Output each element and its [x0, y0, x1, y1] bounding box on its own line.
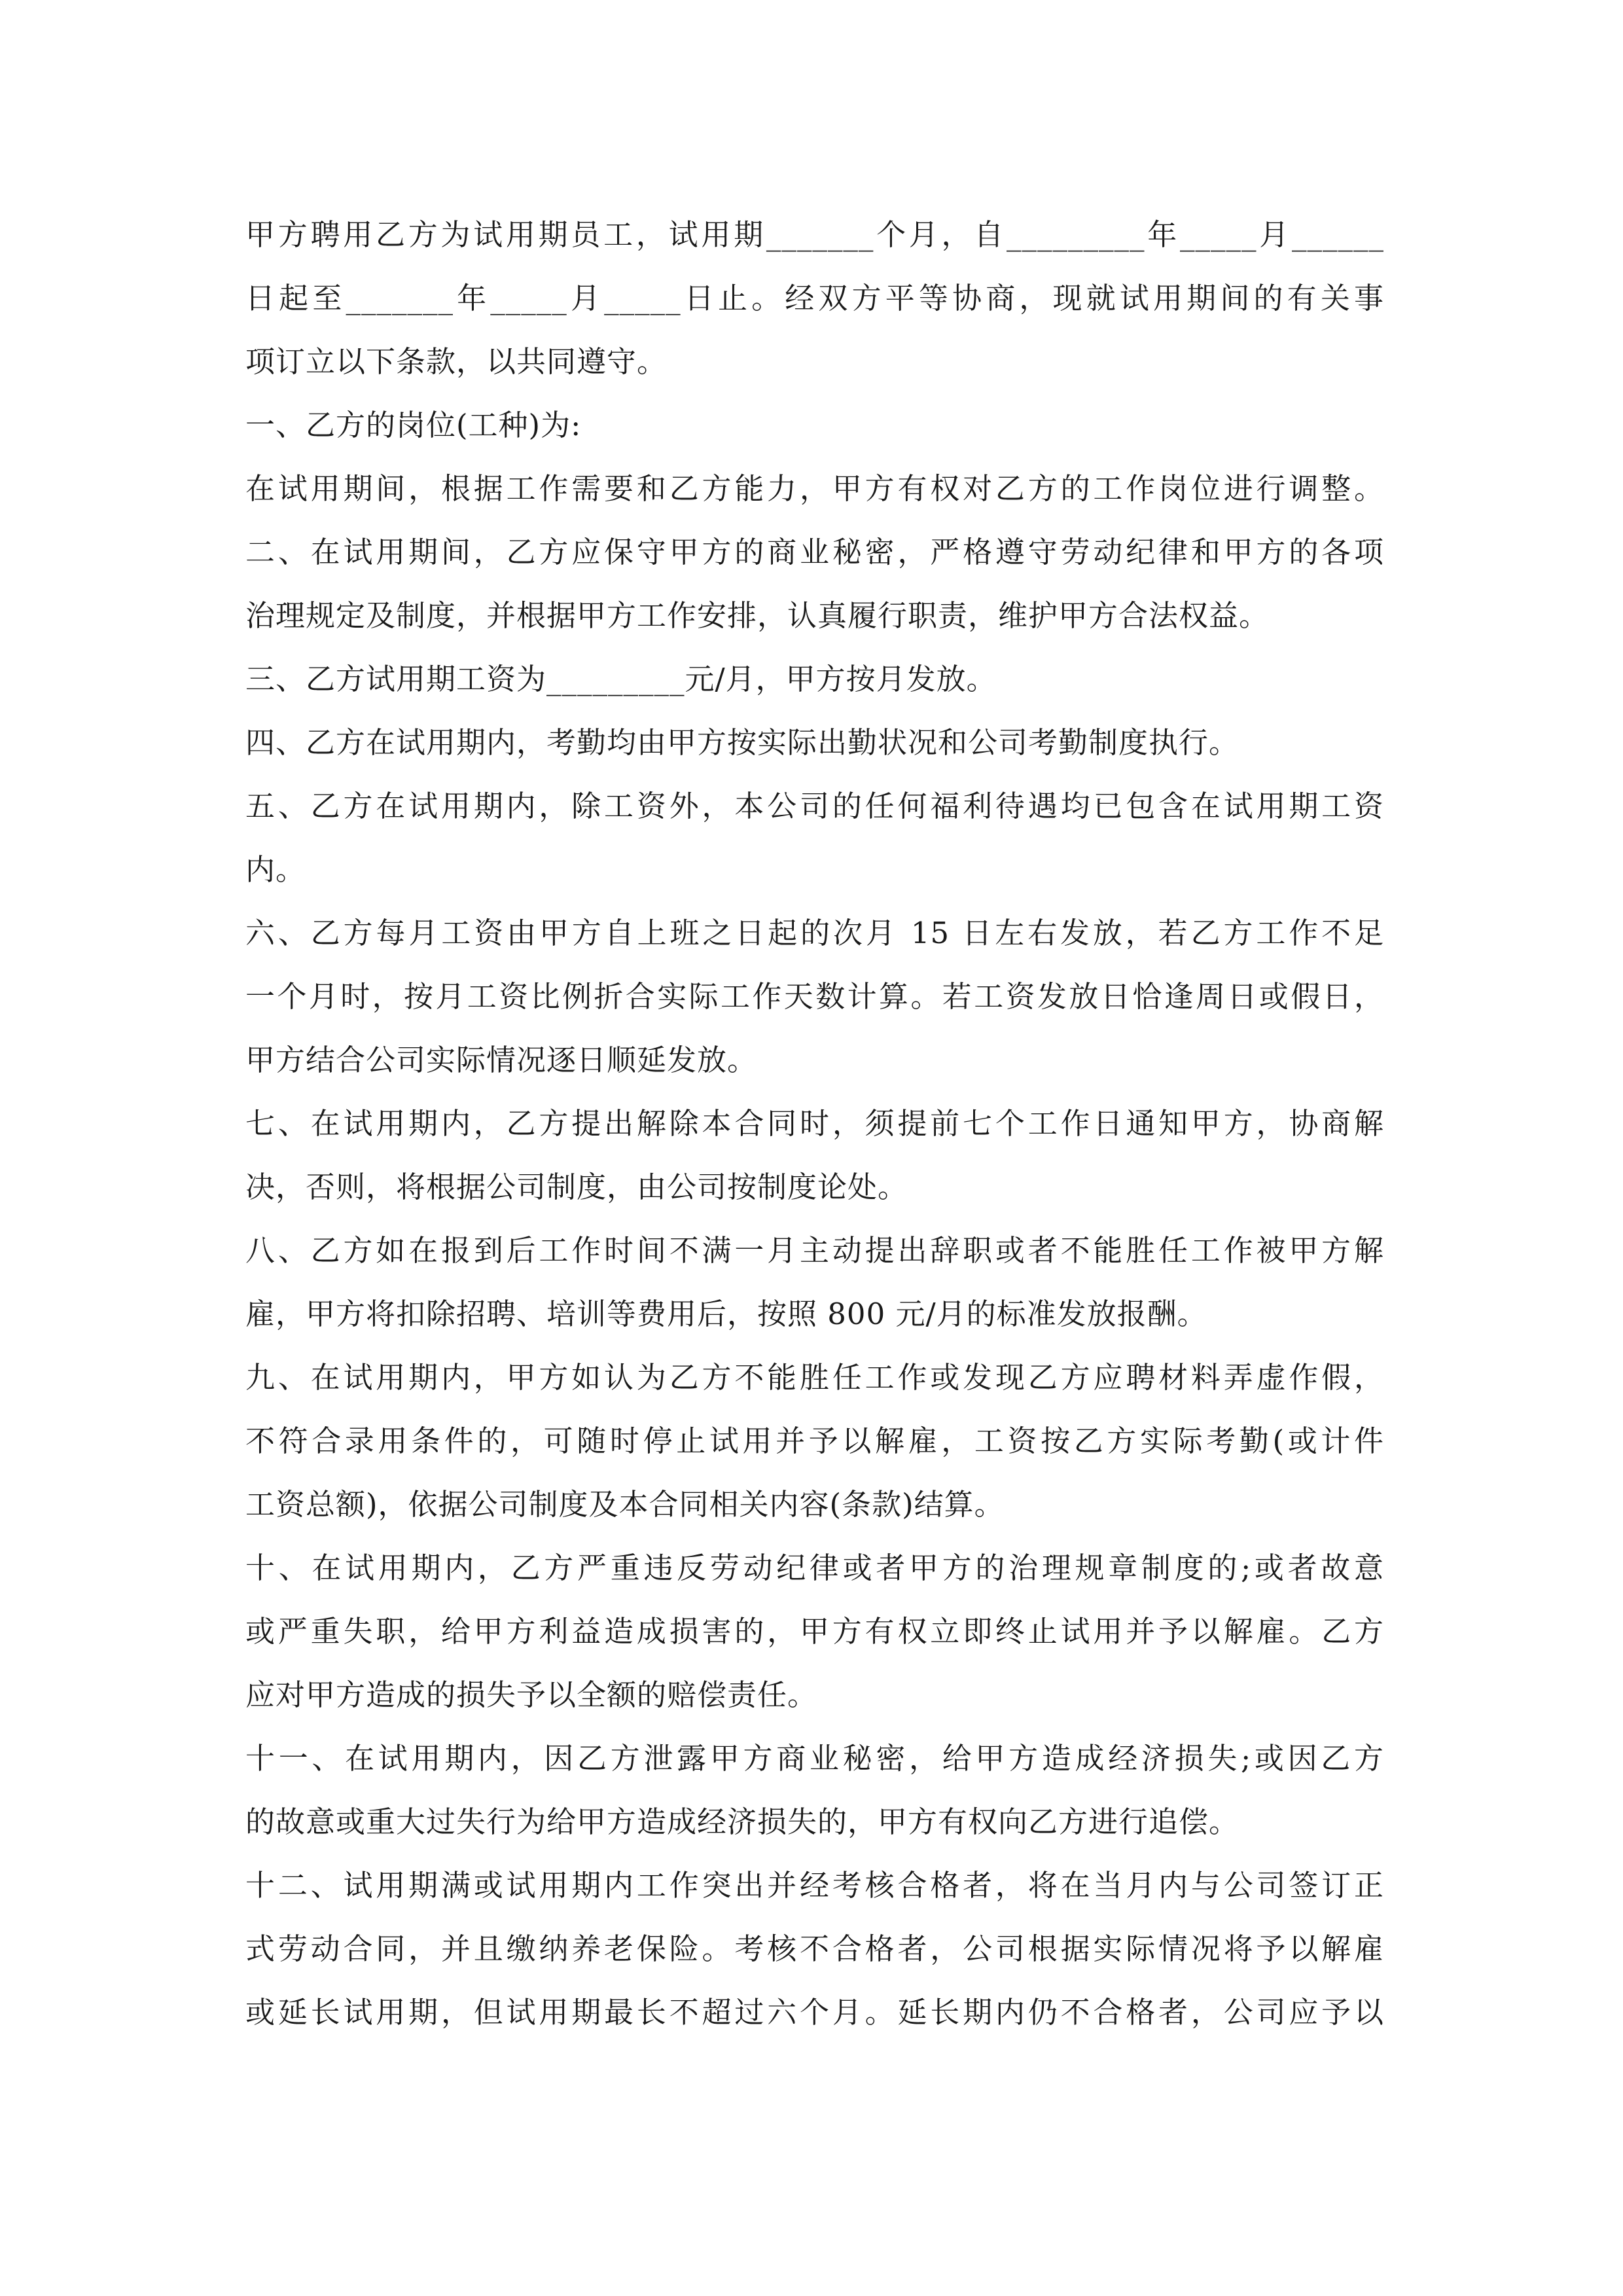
text-line: 治理规定及制度，并根据甲方工作安排，认真履行职责，维护甲方合法权益。 [245, 598, 1270, 633]
text-line: 项订立以下条款，以共同遵守。 [245, 344, 668, 379]
text-line: 决，否则，将根据公司制度，由公司按制度论处。 [245, 1170, 908, 1204]
text-line: 或延长试用期，但试用期最长不超过六个月。延长期内仍不合格者，公司应予以 [245, 1995, 1384, 2030]
text-line: 十、在试用期内，乙方严重违反劳动纪律或者甲方的治理规章制度的;或者故意 [245, 1551, 1384, 1585]
text-line: 在试用期间，根据工作需要和乙方能力，甲方有权对乙方的工作岗位进行调整。 [245, 471, 1384, 506]
text-line: 五、乙方在试用期内，除工资外，本公司的任何福利待遇均已包含在试用期工资 [245, 789, 1384, 823]
text-line: 不符合录用条件的，可随时停止试用并予以解雇，工资按乙方实际考勤(或计件 [245, 1424, 1384, 1458]
text-line: 应对甲方造成的损失予以全额的赔偿责任。 [245, 1677, 818, 1712]
text-line: 或严重失职，给甲方利益造成损害的，甲方有权立即终止试用并予以解雇。乙方 [245, 1614, 1384, 1649]
text-line: 日起至_______年_____月_____日止。经双方平等协商，现就试用期间的有关事 [245, 281, 1384, 315]
text-line: 七、在试用期内，乙方提出解除本合同时，须提前七个工作日通知甲方，协商解 [245, 1106, 1384, 1141]
text-line: 四、乙方在试用期内，考勤均由甲方按实际出勤状况和公司考勤制度执行。 [245, 725, 1240, 760]
text-line: 十一、在试用期内，因乙方泄露甲方商业秘密，给甲方造成经济损失;或因乙方 [245, 1741, 1384, 1776]
text-line: 六、乙方每月工资由甲方自上班之日起的次月 15 日左右发放，若乙方工作不足 [245, 916, 1384, 950]
clause-heading: 一、乙方的岗位(工种)为: [245, 408, 582, 442]
text-line: 九、在试用期内，甲方如认为乙方不能胜任工作或发现乙方应聘材料弄虚作假， [245, 1360, 1384, 1395]
text-line: 十二、试用期满或试用期内工作突出并经考核合格者，将在当月内与公司签订正 [245, 1868, 1384, 1903]
text-line: 内。 [245, 852, 306, 887]
text-line: 一个月时，按月工资比例折合实际工作天数计算。若工资发放日恰逢周日或假日， [245, 979, 1384, 1014]
text-line: 式劳动合同，并且缴纳养老保险。考核不合格者，公司根据实际情况将予以解雇 [245, 1931, 1384, 1966]
text-line: 的故意或重大过失行为给甲方造成经济损失的，甲方有权向乙方进行追偿。 [245, 1804, 1240, 1839]
text-line: 甲方聘用乙方为试用期员工，试用期_______个月，自_________年_____月______ [245, 217, 1384, 252]
text-line: 甲方结合公司实际情况逐日顺延发放。 [245, 1043, 758, 1077]
text-line: 二、在试用期间，乙方应保守甲方的商业秘密，严格遵守劳动纪律和甲方的各项 [245, 535, 1384, 569]
text-line: 八、乙方如在报到后工作时间不满一月主动提出辞职或者不能胜任工作被甲方解 [245, 1233, 1384, 1268]
text-line: 雇，甲方将扣除招聘、培训等费用后，按照 800 元/月的标准发放报酬。 [245, 1297, 1207, 1331]
text-line: 工资总额)，依据公司制度及本合同相关内容(条款)结算。 [245, 1487, 1005, 1522]
text-line: 三、乙方试用期工资为_________元/月，甲方按月发放。 [245, 662, 997, 696]
contract-body [245, 203, 1384, 2044]
